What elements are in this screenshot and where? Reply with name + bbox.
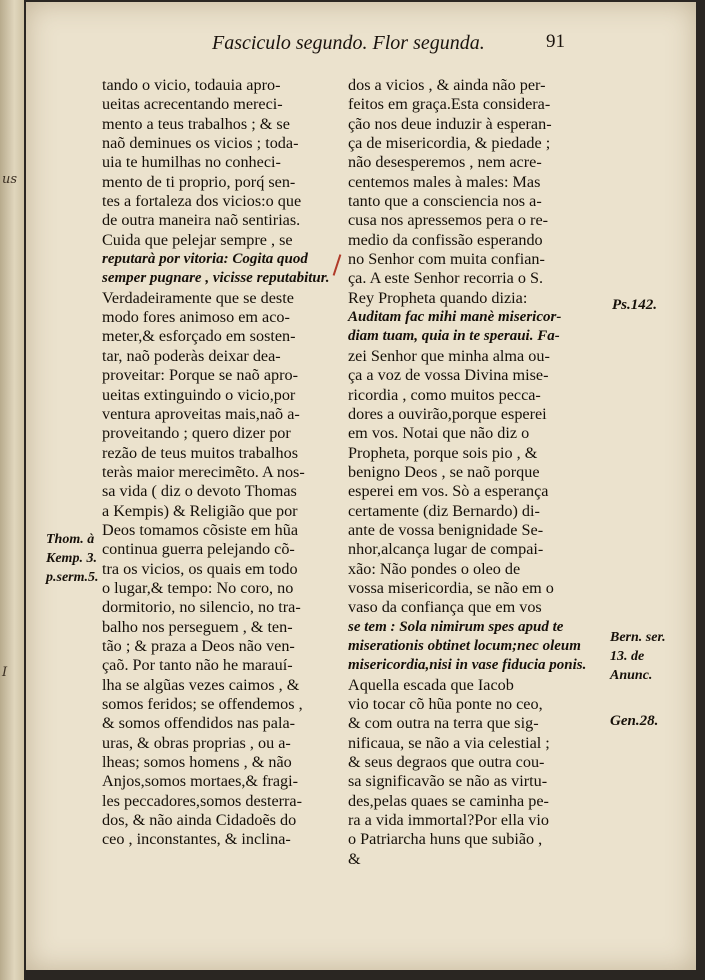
text-line: o lugar,& tempo: No coro, no [102, 578, 294, 597]
right-text-column [348, 76, 604, 869]
text-line: & [348, 849, 361, 868]
text-line: des,pelas quaes se caminha pe- [348, 791, 549, 810]
text-line: sa vida ( diz o devoto Thomas [102, 482, 297, 501]
text-line: se tem : Sola nimirum spes apud te [348, 618, 564, 635]
text-line: certamente (diz Bernardo) di- [348, 501, 540, 520]
text-line: tando o vicio, todauia apro- [102, 76, 281, 94]
text-line: no Senhor com muita confian- [348, 250, 545, 269]
text-line: les peccadores,somos desterra- [102, 791, 303, 810]
text-line: ção nos deue induzir à esperan- [348, 114, 552, 133]
text-line: ra a vida immortal?Por ella vio [348, 811, 549, 830]
margin-note-psalm: Ps.142. [612, 297, 657, 313]
margin-note-line: Anunc. [610, 668, 653, 683]
text-line: centemos males à males: Mas [348, 172, 541, 191]
text-line: mento de ti proprio, porq́ sen- [102, 172, 296, 191]
text-line: ça a voz de vossa Divina mise- [348, 366, 549, 385]
text-line: modo fores animoso em aco- [102, 308, 290, 327]
text-line: vossa misericordia, se não em o [348, 578, 554, 597]
text-line: dos a vicios , & ainda não per- [348, 76, 546, 94]
text-line: naõ deminues os vicios ; toda- [102, 134, 299, 153]
page-number: 91 [546, 31, 565, 52]
text-line: teràs maior merecimẽto. A nos- [102, 462, 305, 481]
text-line: cusa nos apressemos pera o re- [348, 211, 549, 230]
text-line: zei Senhor que minha alma ou- [348, 346, 550, 365]
text-line: lheas; somos homens , & não [102, 753, 292, 772]
margin-note-bernard [610, 628, 666, 685]
text-line: Auditam fac mihi manè misericor- [348, 309, 562, 326]
text-line: ceo , inconstantes, & inclina- [102, 830, 291, 849]
text-line: tão ; & praza a Deos não ven- [102, 636, 295, 655]
text-line: dormitorio, no silencio, no tra- [102, 598, 301, 617]
text-line: & com outra na terra que sig- [348, 714, 539, 733]
text-line: ante de vossa benignidade Se- [348, 520, 544, 539]
text-line: tar, naõ poderàs deixar dea- [102, 346, 281, 365]
text-line: reputarà por vitoria: Cogita quod [102, 251, 308, 268]
text-line: Anjos,somos mortaes,& fragi- [102, 772, 299, 791]
running-head: Fasciculo segundo. Flor segunda. [212, 32, 485, 54]
left-text-column [102, 76, 338, 850]
text-line: uia te humilhas no conheci- [102, 153, 281, 172]
text-line: ça. A este Senhor recorria o S. [348, 269, 544, 288]
text-line: proveitar: Porque se naõ apro- [102, 366, 298, 385]
text-line: esperei em vos. Sò a esperança [348, 482, 549, 501]
text-line: Deos tomamos cõsiste em hũa [102, 520, 299, 539]
adjacent-page-fragment: I [2, 665, 8, 680]
text-line: ça de misericordia, & piedade ; [348, 134, 551, 153]
text-line: nificaua, se não a via celestial ; [348, 733, 550, 752]
text-line: ueitas extinguindo o vicio,por [102, 385, 296, 404]
text-line: o Patriarcha huns que subião , [348, 830, 543, 849]
text-line: semper pugnare , vicisse reputabitur. [102, 270, 330, 287]
text-line: balho nos perseguem , & ten- [102, 617, 293, 636]
text-line: de outra maneira naõ sentirias. [102, 211, 301, 230]
text-line: vio tocar cõ hũa ponte no ceo, [348, 695, 543, 713]
text-line: tanto que a consciencia nos a- [348, 192, 542, 211]
text-line: benigno Deos , se naõ porque [348, 462, 540, 481]
text-line: & somos offendidos nas pala- [102, 714, 296, 733]
text-line: misericordia,nisi in vase fiducia ponis. [348, 657, 587, 674]
text-line: não desesperemos , nem acre- [348, 153, 542, 172]
text-line: Verdadeiramente que se deste [102, 288, 294, 307]
text-line: medio da confissão esperando [348, 230, 543, 249]
text-line: rezão de teus muitos trabalhos [102, 443, 298, 462]
margin-note-genesis: Gen.28. [610, 713, 659, 729]
book-page [26, 2, 696, 970]
text-line: Cuida que pelejar sempre , se [102, 230, 293, 249]
text-line: xão: Não pondes o oleo de [348, 559, 521, 578]
text-line: Rey Propheta quando dizia: [348, 288, 528, 307]
margin-note-line: Kemp. 3. [46, 551, 97, 566]
text-line: lha se algũas vezes caimos , & [102, 675, 300, 694]
text-line: Propheta, porque sois pio , & [348, 443, 538, 462]
text-line: uras, & obras proprias , ou a- [102, 733, 291, 752]
margin-note-line: Thom. à [46, 532, 95, 547]
margin-note-line: 13. de [610, 649, 645, 664]
text-line: diam tuam, quia in te speraui. Fa- [348, 328, 560, 345]
margin-note-kempis [46, 530, 99, 587]
text-line: vaso da confiança que em vos [348, 598, 542, 617]
text-line: miserationis obtinet locum;nec oleum [348, 637, 581, 654]
adjacent-page-fragment: us [2, 172, 18, 187]
text-line: proveitando ; quero dizer por [102, 424, 291, 443]
margin-note-line: p.serm.5. [46, 570, 99, 585]
text-line: a Kempis) & Religião que por [102, 501, 298, 520]
text-line: meter,& esforçado em sosten- [102, 327, 296, 346]
text-line: ueitas acrecentando mereci- [102, 95, 283, 114]
text-line: ventura aproveitas mais,naõ a- [102, 404, 300, 423]
text-line: em vos. Notai que não diz o [348, 424, 530, 443]
text-line: tes a fortaleza dos vicios:o que [102, 192, 302, 211]
text-line: dores a ouvirão,porque esperei [348, 404, 547, 423]
text-line: continua guerra pelejando cõ- [102, 540, 295, 559]
text-line: ricordia , como muitos pecca- [348, 385, 541, 404]
text-line: dos, & não ainda Cidadoẽs do [102, 811, 297, 830]
text-line: sa significavão se não as virtu- [348, 772, 548, 791]
text-line: somos feridos; se offendemos , [102, 695, 303, 713]
text-line: tra os vicios, os quais em todo [102, 559, 298, 578]
text-line: Aquella escada que Iacob [348, 675, 514, 694]
text-line: nhor,alcança lugar de compai- [348, 540, 544, 559]
adjacent-page-edge [0, 0, 24, 980]
text-line: çaõ. Por tanto não he marauí- [102, 656, 293, 675]
text-line: mento a teus trabalhos ; & se [102, 114, 290, 133]
margin-note-line: Bern. ser. [610, 630, 666, 645]
text-line: & seus degraos que outra cou- [348, 753, 545, 772]
text-line: feitos em graça.Esta considera- [348, 95, 551, 114]
